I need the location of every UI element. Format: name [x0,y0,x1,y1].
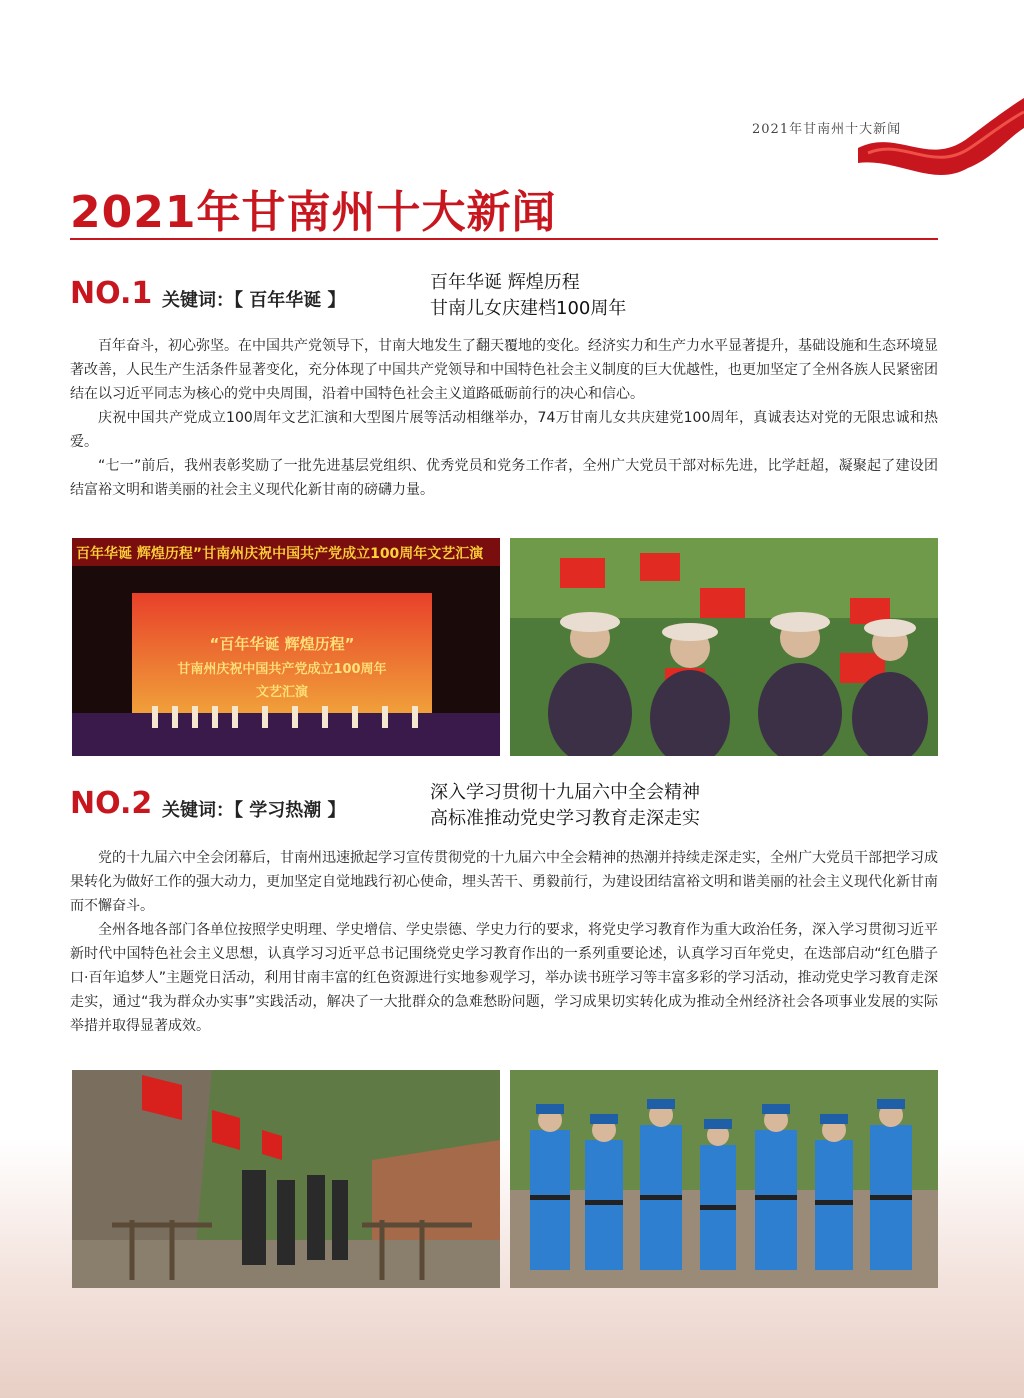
keyword-row [162,286,346,312]
screen-line-3: 文艺汇演 [255,685,308,700]
photo-mountain-walkway [72,1070,500,1288]
keyword: 【 学习热潮 】 [234,800,346,821]
screen-line-1: “百年华诞 辉煌历程” [209,635,355,653]
keyword-label: 关键词： [162,800,234,821]
screen-line-2: 甘南州庆祝中国共产党成立100周年 [177,662,387,677]
section-1-body [70,334,938,502]
headline-line-2: 甘南儿女庆建档100周年 [430,298,627,319]
stage-screen-text [132,633,432,700]
section-number: NO.2 [70,786,153,821]
paragraph: “七一”前后，我州表彰奖励了一批先进基层党组织、优秀党员和党务工作者，全州广大党员干部对标先进，比学赶超，凝聚起了建设团结富裕文明和谐美丽的社会主义现代化新甘南的磅礴力量。 [70,458,938,498]
keyword-label: 关键词： [162,290,234,311]
photo-crowd-with-flags [510,538,938,756]
red-ribbon-decoration [858,88,1024,198]
section-2-heading [70,780,940,840]
paragraph: 党的十九届六中全会闭幕后，甘南州迅速掀起学习宣传贯彻党的十九届六中全会精神的热潮并持续走深走实，全州广大党员干部把学习成果转化为做好工作的强大动力，更加坚定自觉地践行初心使命，埋头苦干、勇毅前行，为建设团结富裕文明和谐美丽的社会主义现代化新甘南而不懈奋斗。 [70,850,938,914]
section-headline [430,270,626,322]
headline-line-1: 深入学习贯彻十九届六中全会精神 [430,782,700,803]
section-1-heading [70,270,940,330]
running-header: 2021年甘南州十大新闻 [752,122,902,137]
headline-line-1: 百年华诞 辉煌历程 [430,272,580,293]
keyword-row [162,796,346,822]
paragraph: 庆祝中国共产党成立100周年文艺汇演和大型图片展等活动相继举办，74万甘南儿女共庆建党100周年，真诚表达对党的无限忠诚和热爱。 [70,410,938,450]
section-2-body [70,846,938,1038]
photo-stage-performance [72,538,500,756]
paragraph: 百年奋斗，初心弥坚。在中国共产党领导下，甘南大地发生了翻天覆地的变化。经济实力和生产力水平显著提升，基础设施和生态环境显著改善，人民生产生活条件显著变化，充分体现了中国共产党领导和中国特色社会主义制度的巨大优越性，也更加坚定了全州各族人民紧密团结在以习近平同志为核心的党中央周围，沿着中国特色社会主义道路砥砺前行的决心和信心。 [70,338,938,402]
photo-banner-text: 百年华诞 辉煌历程”甘南州庆祝中国共产党成立100周年文艺汇演 [76,546,484,562]
paragraph: 全州各地各部门各单位按照学史明理、学史增信、学史崇德、学史力行的要求，将党史学习教育作为重大政治任务，深入学习贯彻习近平新时代中国特色社会主义思想，认真学习习近平总书记围绕党史学习教育作出的一系列重要论述，认真学习百年党史，在迭部启动“红色腊子口·百年追梦人”主题党日活动，利用甘南丰富的红色资源进行实地参观学习，举办读书班学习等丰富多彩的学习活动，推动党史学习教育走深走实，通过“我为群众办实事”实践活动，解决了一大批群众的急难愁盼问题，学习成果切实转化成为推动全州经济社会各项事业发展的实际举措并取得显著成效。 [70,922,938,1034]
page-title: 2021年甘南州十大新闻 [70,187,557,238]
keyword: 【 百年华诞 】 [234,290,346,311]
title-divider [70,238,938,240]
photo-blue-uniform-salute [510,1070,938,1288]
section-number: NO.1 [70,276,153,311]
section-headline [430,780,700,832]
headline-line-2: 高标准推动党史学习教育走深走实 [430,808,700,829]
